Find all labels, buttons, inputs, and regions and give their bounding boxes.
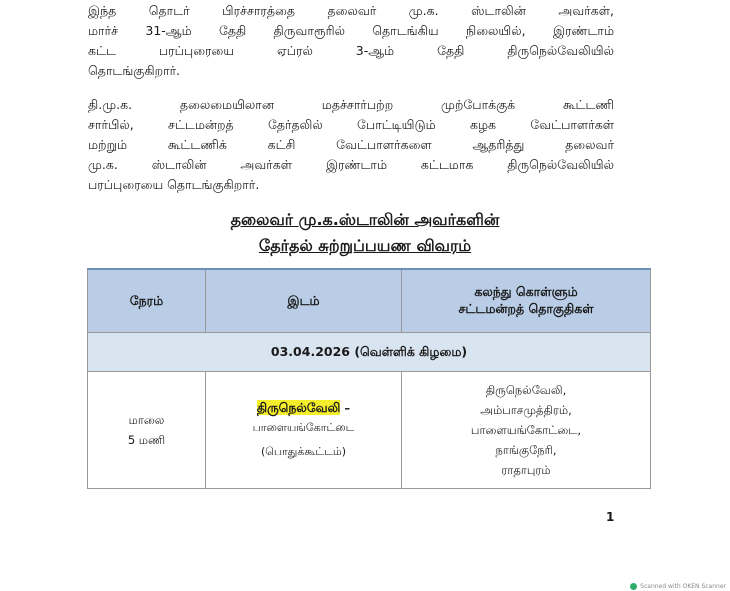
- schedule-heading-line-2: தேர்தல் சுற்றுப்பயண விவரம்: [258, 236, 472, 255]
- header-constituencies: [402, 269, 651, 333]
- paragraph-line: தொடங்குகிறார்.: [88, 63, 181, 78]
- time-line-2: 5 மணி: [127, 433, 166, 447]
- paragraph-2: [88, 95, 614, 195]
- page-number: 1: [606, 510, 615, 524]
- paragraph-line: பரப்புரையை தொடங்குகிறார்.: [88, 177, 260, 192]
- list-item: ராதாபுரம்: [501, 463, 551, 477]
- time-cell: [88, 372, 206, 489]
- time-line-1: மாலை: [128, 413, 165, 427]
- header-time: நேரம்: [88, 269, 206, 333]
- scanner-logo-icon: [630, 583, 637, 590]
- place-sub: பாளையங்கோட்டை: [252, 421, 355, 434]
- paragraph-line: கட்ட பரப்புரையை ஏப்ரல் 3-ஆம் தேதி திருநெல்வேலியில்: [88, 43, 614, 58]
- table-row: [88, 372, 651, 489]
- date-cell: 03.04.2026 (வெள்ளிக் கிழமை): [88, 333, 651, 372]
- constituencies-cell: [402, 372, 651, 489]
- paragraph-1: [88, 1, 614, 81]
- place-dash: –: [340, 401, 351, 415]
- place-cell: [206, 372, 402, 489]
- list-item: திருநெல்வேலி,: [485, 383, 567, 397]
- header-constituencies-line-1: கலந்து கொள்ளும்: [474, 284, 578, 299]
- list-item: பாளையங்கோட்டை,: [470, 423, 582, 437]
- scanner-watermark-text: Scanned with OKEN Scanner: [640, 583, 726, 590]
- scanner-watermark: [630, 583, 726, 590]
- paragraph-line: மற்றும் கூட்டணிக் கட்சி வேட்பாளர்களை ஆதரித்து தலைவர்: [88, 137, 614, 152]
- paragraph-line: சார்பில், சட்டமன்றத் தேர்தலில் போட்டியிடும் கழக வேட்பாளர்கள்: [88, 117, 614, 132]
- place-event: (பொதுக்கூட்டம்): [260, 445, 347, 458]
- paragraph-line: இந்த தொடர் பிரச்சாரத்தை தலைவர் மு.க. ஸ்டாலின் அவர்கள்,: [88, 3, 614, 18]
- paragraph-line: தி.மு.க. தலைமையிலான மதச்சார்பற்ற முற்போக்குக் கூட்டணி: [88, 97, 614, 112]
- header-place: இடம்: [206, 269, 402, 333]
- header-constituencies-line-2: சட்டமன்றத் தொகுதிகள்: [458, 301, 594, 316]
- place-main: [257, 401, 350, 415]
- schedule-table: [87, 268, 651, 489]
- list-item: அம்பாசமுத்திரம்,: [480, 403, 572, 417]
- place-highlight: திருநெல்வேலி: [256, 400, 341, 415]
- list-item: நாங்குநேரி,: [495, 443, 557, 457]
- date-row: [88, 333, 651, 372]
- table-header-row: [88, 269, 651, 333]
- paragraph-line: மார்ச் 31-ஆம் தேதி திருவாரூரில் தொடங்கிய நிலையில், இரண்டாம்: [88, 23, 614, 38]
- schedule-heading-line-1: தலைவர் மு.க.ஸ்டாலின் அவர்களின்: [230, 210, 500, 229]
- paragraph-line: மு.க. ஸ்டாலின் அவர்கள் இரண்டாம் கட்டமாக திருநெல்வேலியில்: [88, 157, 614, 172]
